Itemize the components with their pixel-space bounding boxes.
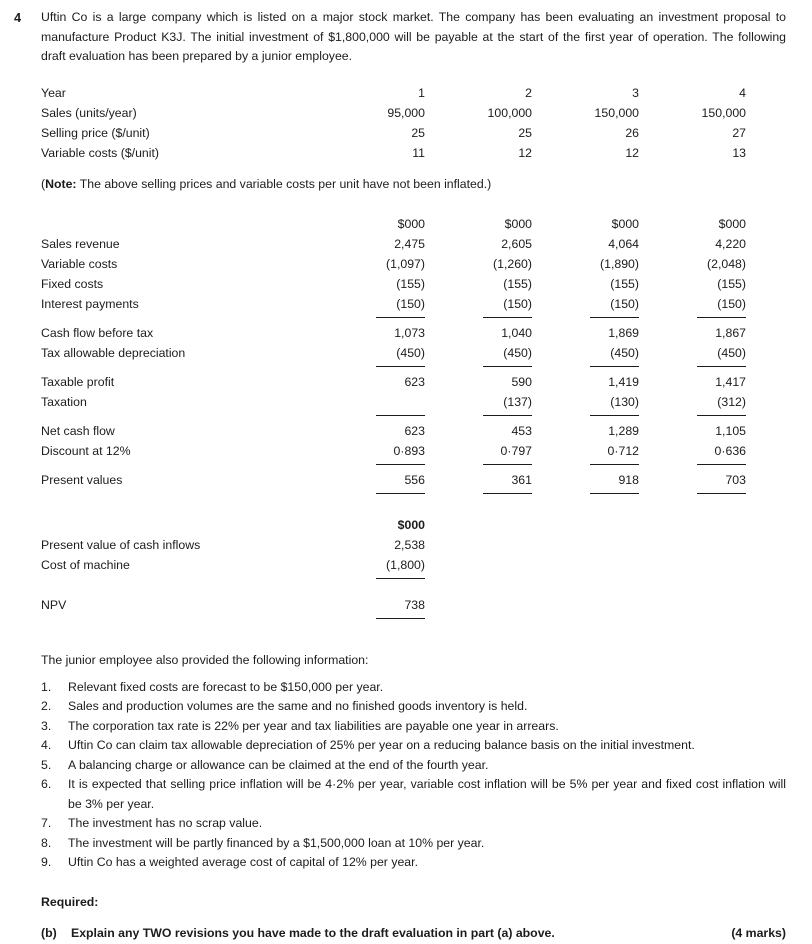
row-value: (155) [610, 277, 639, 291]
subtotal-rule [376, 464, 425, 465]
spacer [14, 67, 786, 83]
subtotal-rule [376, 366, 425, 367]
list-item [41, 678, 786, 698]
row-label: Fixed costs [41, 277, 104, 291]
row-value: 1,417 [715, 375, 746, 389]
list-item [41, 834, 786, 854]
row-value: 25 [518, 125, 532, 140]
row-value: 4,220 [715, 237, 746, 251]
table-row [41, 535, 425, 555]
subtotal-rule [697, 464, 746, 465]
list-item-text: Relevant fixed costs are forecast to be $150,000 per year. [68, 679, 384, 694]
subtotal-rule-row [41, 461, 746, 470]
list-item [41, 853, 786, 873]
question-intro-block [14, 8, 786, 67]
list-item [41, 736, 786, 756]
info-lead-text: The junior employee also provided the following information: [41, 653, 369, 667]
list-item-index: 9. [41, 855, 52, 869]
row-label: Sales revenue [41, 237, 120, 251]
row-value: 556 [404, 473, 425, 487]
units-header-spacer [41, 214, 319, 234]
spacer [14, 194, 786, 214]
row-value: 2,538 [394, 538, 425, 552]
assumptions-year-1: 1 [418, 85, 425, 100]
list-item [41, 756, 786, 776]
subtotal-rule [376, 317, 425, 318]
table-row [41, 323, 746, 343]
row-value: 4,064 [608, 237, 639, 251]
draft-evaluation-table [41, 214, 746, 499]
row-label: NPV [41, 598, 67, 612]
row-value: 2,605 [501, 237, 532, 251]
row-value: 150,000 [594, 105, 639, 120]
row-value: 0·893 [393, 444, 425, 458]
row-value: 1,867 [715, 326, 746, 340]
units-header-3: $000 [611, 217, 639, 231]
row-value: (1,800) [386, 558, 425, 572]
table-row [41, 555, 425, 575]
row-label: Taxable profit [41, 375, 115, 389]
row-value: 361 [511, 473, 532, 487]
subtotal-rule [590, 317, 639, 318]
question-intro-text: Uftin Co is a large company which is listed on a major stock market. The company has been evaluating an investment proposal to manufacture Product K3J. The initial investment of $1,800,000 will be payable at the start of the first year of operation. The following draft evaluation has been prepared by a junior employee. [41, 10, 786, 63]
subtotal-rule-row [41, 412, 746, 421]
row-value: 623 [404, 375, 425, 389]
list-item-index: 8. [41, 835, 52, 850]
list-item-text: The corporation tax rate is 22% per year and tax liabilities are payable one year in arrears. [68, 718, 559, 733]
list-item-index: 7. [41, 816, 52, 830]
subtotal-rule [590, 366, 639, 367]
row-value: 13 [732, 145, 746, 160]
row-value: (312) [717, 395, 746, 409]
total-rule [483, 493, 532, 494]
npv-units-header-row [41, 515, 425, 535]
row-value: (150) [503, 297, 532, 311]
required-part-text: Explain any TWO revisions you have made to the draft evaluation in part (a) above. [71, 926, 555, 940]
required-part-b [41, 924, 786, 944]
table-row [41, 595, 425, 615]
row-value: (155) [396, 277, 425, 291]
total-rule [376, 618, 425, 619]
row-value [319, 392, 425, 412]
row-value: (150) [717, 297, 746, 311]
row-value: 1,073 [394, 326, 425, 340]
assumptions-header-label: Year [41, 85, 66, 100]
row-value: 623 [404, 424, 425, 438]
spacer [14, 873, 786, 893]
npv-summary-table [41, 515, 425, 635]
row-value: 0·636 [714, 444, 746, 458]
spacer [14, 635, 786, 651]
row-label: Present value of cash inflows [41, 538, 201, 552]
row-value: 1,289 [608, 424, 639, 438]
assumptions-header-row [41, 83, 746, 103]
row-value: 100,000 [487, 105, 532, 120]
row-value: 590 [511, 375, 532, 389]
row-value: (450) [503, 346, 532, 360]
list-item-text: The investment will be partly financed by a $1,500,000 loan at 10% per year. [68, 835, 485, 850]
row-label: Interest payments [41, 297, 139, 311]
list-item [41, 717, 786, 737]
subtotal-rule [483, 317, 532, 318]
row-value: (1,260) [493, 257, 532, 271]
list-item-text: The investment has no scrap value. [68, 816, 263, 830]
total-rule [697, 493, 746, 494]
assumptions-year-3: 3 [632, 85, 639, 100]
row-label: Net cash flow [41, 424, 115, 438]
row-value: (1,097) [386, 257, 425, 271]
table-row [41, 254, 746, 274]
row-value: (450) [610, 346, 639, 360]
row-value: 0·712 [607, 444, 639, 458]
subtotal-rule-row [41, 314, 746, 323]
row-value: 11 [412, 145, 425, 160]
assumptions-year-2: 2 [525, 85, 532, 100]
units-header-2: $000 [504, 217, 532, 231]
list-item [41, 697, 786, 717]
units-header-1: $000 [397, 217, 425, 231]
units-header-4: $000 [718, 217, 746, 231]
note-text: The above selling prices and variable costs per unit have not been inflated.) [76, 176, 492, 191]
question-number: 4 [14, 10, 22, 25]
required-part-index: (b) [41, 926, 57, 940]
row-value: (150) [610, 297, 639, 311]
table-row [41, 123, 746, 143]
list-item-text: A balancing charge or allowance can be claimed at the end of the fourth year. [68, 757, 489, 772]
row-value: 918 [618, 473, 639, 487]
row-value: 95,000 [387, 105, 425, 120]
total-rule [590, 493, 639, 494]
spacer [14, 912, 786, 924]
row-label: Sales (units/year) [41, 105, 137, 120]
subtotal-rule [697, 366, 746, 367]
subtotal-rule [376, 415, 425, 416]
list-item-index: 4. [41, 738, 52, 752]
inflation-note [41, 175, 786, 195]
table-row [41, 103, 746, 123]
subtotal-rule [697, 415, 746, 416]
row-value: 1,419 [608, 375, 639, 389]
row-value: 25 [411, 125, 425, 140]
row-label: Variable costs [41, 257, 118, 271]
assumptions-table [41, 83, 746, 163]
total-rule [376, 493, 425, 494]
list-item [41, 775, 786, 814]
subtotal-rule [697, 317, 746, 318]
subtotal-rule [590, 464, 639, 465]
list-item-text: It is expected that selling price inflation will be 4·2% per year, variable cost inflation will be 5% per year and fixed cost inflation will be 3% per year. [68, 777, 786, 811]
row-value: (155) [503, 277, 532, 291]
list-item [41, 814, 786, 834]
row-value: 27 [732, 125, 746, 140]
npv-units-header: $000 [397, 518, 425, 532]
list-item-index: 3. [41, 718, 52, 733]
row-label: Cost of machine [41, 558, 130, 572]
row-value: (1,890) [600, 257, 639, 271]
subtotal-rule-row [41, 363, 746, 372]
table-row [41, 143, 746, 163]
list-item-text: Uftin Co has a weighted average cost of capital of 12% per year. [68, 855, 418, 869]
row-value: (450) [396, 346, 425, 360]
row-value: (137) [503, 395, 532, 409]
list-item-index: 5. [41, 757, 52, 772]
row-label: Selling price ($/unit) [41, 125, 150, 140]
spacer [14, 163, 786, 175]
row-value: 150,000 [701, 105, 746, 120]
subtotal-rule [376, 578, 425, 579]
row-value: (130) [610, 395, 639, 409]
table-row [41, 392, 746, 412]
row-value: 1,040 [501, 326, 532, 340]
row-value: (450) [717, 346, 746, 360]
row-value: 26 [625, 125, 639, 140]
list-item-index: 6. [41, 777, 52, 791]
row-value: 2,475 [394, 237, 425, 251]
spacer [14, 499, 786, 515]
row-label: Present values [41, 473, 123, 487]
note-open-paren: ( [41, 176, 46, 191]
subtotal-rule [483, 415, 532, 416]
table-row [41, 470, 746, 490]
row-value: (2,048) [707, 257, 746, 271]
table-row [41, 294, 746, 314]
row-value: 453 [511, 424, 532, 438]
row-label: Tax allowable depreciation [41, 346, 186, 360]
subtotal-rule [483, 366, 532, 367]
info-list [41, 678, 786, 873]
row-value: 1,105 [715, 424, 746, 438]
total-rule-row [41, 490, 746, 499]
row-label: Discount at 12% [41, 444, 131, 458]
list-item-index: 2. [41, 699, 52, 713]
table-row [41, 343, 746, 363]
row-value: (150) [396, 297, 425, 311]
required-heading: Required: [41, 894, 99, 909]
table-row [41, 441, 746, 461]
marks-allocation: (4 marks) [731, 926, 786, 940]
list-item-text: Uftin Co can claim tax allowable depreciation of 25% per year on a reducing balance basis on the initial investment. [68, 738, 695, 752]
units-header-row [41, 214, 746, 234]
table-row [41, 234, 746, 254]
question-intro-body [41, 8, 786, 67]
row-value: 738 [404, 598, 425, 612]
row-value: 12 [625, 145, 639, 160]
subtotal-rule-row [41, 575, 425, 595]
list-item-index: 1. [41, 679, 52, 694]
row-value: 703 [725, 473, 746, 487]
subtotal-rule [483, 464, 532, 465]
note-bold-label: Note: [45, 176, 77, 191]
row-label: Variable costs ($/unit) [41, 145, 160, 160]
row-label: Taxation [41, 395, 87, 409]
table-row [41, 421, 746, 441]
row-value: 0·797 [500, 444, 532, 458]
subtotal-rule [590, 415, 639, 416]
assumptions-year-4: 4 [739, 85, 746, 100]
total-rule-row [41, 615, 425, 635]
table-row [41, 274, 746, 294]
row-value: 1,869 [608, 326, 639, 340]
row-value: 12 [518, 145, 532, 160]
row-value: (155) [717, 277, 746, 291]
table-row [41, 372, 746, 392]
row-label: Cash flow before tax [41, 326, 154, 340]
list-item-text: Sales and production volumes are the same and no finished goods inventory is held. [68, 699, 528, 713]
